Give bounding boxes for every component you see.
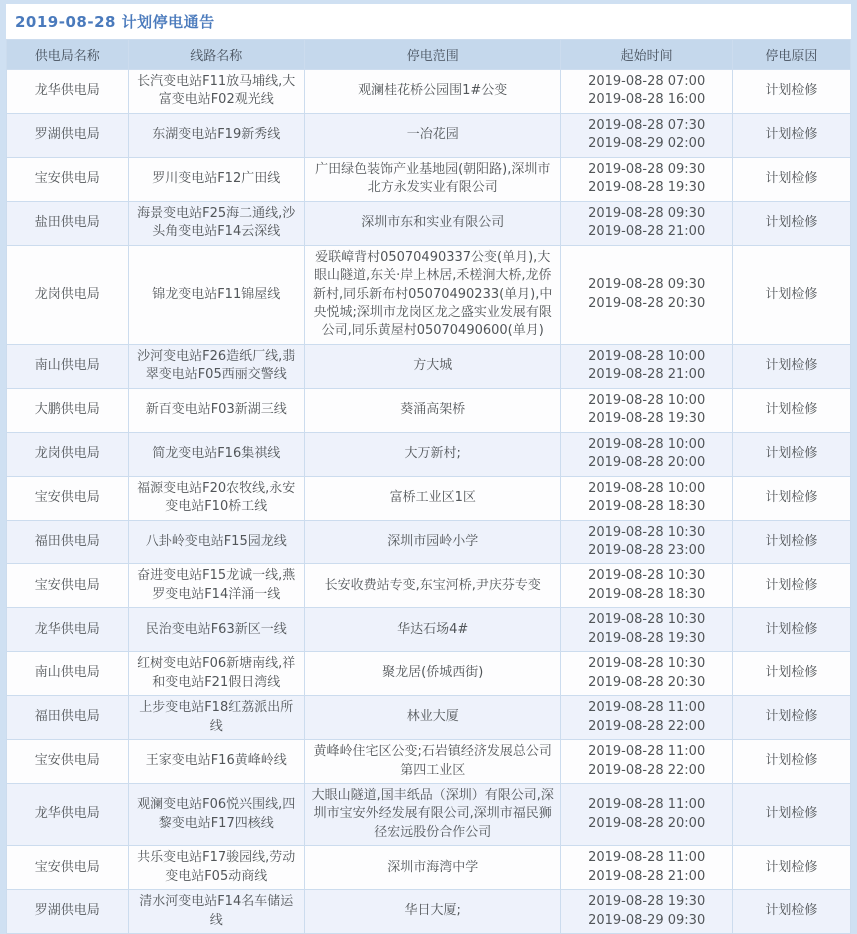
line-cell: 上步变电站F18红荔派出所线 [128, 696, 304, 740]
time-cell [561, 890, 732, 934]
time-line: 2019-08-28 11:00 [588, 797, 706, 813]
line-cell: 奋进变电站F15龙诚一线,燕罗变电站F14洋涌一线 [128, 564, 304, 608]
time-cell [561, 388, 732, 432]
scope-cell: 葵涌高架桥 [304, 388, 561, 432]
scope-cell: 华日大厦; [304, 890, 561, 934]
time-line: 2019-08-29 02:00 [588, 136, 706, 152]
time-cell [561, 564, 732, 608]
table-body [7, 70, 851, 934]
time-cell [561, 783, 732, 845]
time-cell [561, 520, 732, 564]
line-cell: 红树变电站F06新塘南线,祥和变电站F21假日湾线 [128, 652, 304, 696]
reason-cell: 计划检修 [732, 476, 850, 520]
time-cell [561, 740, 732, 784]
bureau-cell: 南山供电局 [7, 344, 129, 388]
time-line: 2019-08-28 20:30 [588, 295, 706, 311]
reason-cell: 计划检修 [732, 696, 850, 740]
time-line: 2019-08-28 10:00 [588, 348, 706, 364]
title-bar [6, 4, 851, 39]
bureau-cell: 宝安供电局 [7, 846, 129, 890]
time-line: 2019-08-28 09:30 [588, 205, 706, 221]
time-line: 2019-08-28 18:30 [588, 499, 706, 515]
time-line: 2019-08-28 21:00 [588, 224, 706, 240]
time-line: 2019-08-28 19:30 [588, 180, 706, 196]
time-line: 2019-08-28 10:00 [588, 436, 706, 452]
line-cell: 清水河变电站F14名车储运线 [128, 890, 304, 934]
time-cell [561, 846, 732, 890]
header-row [7, 40, 851, 70]
reason-cell: 计划检修 [732, 890, 850, 934]
reason-cell: 计划检修 [732, 70, 850, 114]
line-cell: 沙河变电站F26造纸厂线,翡翠变电站F05西丽交警线 [128, 344, 304, 388]
table-row [7, 388, 851, 432]
scope-cell: 长安收费站专变,东宝河桥,尹庆芬专变 [304, 564, 561, 608]
line-cell: 观澜变电站F06悦兴围线,四黎变电站F17四核线 [128, 783, 304, 845]
table-row [7, 157, 851, 201]
bureau-cell: 大鹏供电局 [7, 388, 129, 432]
time-cell [561, 476, 732, 520]
line-cell: 王家变电站F16黄峰岭线 [128, 740, 304, 784]
reason-cell: 计划检修 [732, 432, 850, 476]
bureau-cell: 罗湖供电局 [7, 890, 129, 934]
time-line: 2019-08-28 20:00 [588, 455, 706, 471]
table-row [7, 70, 851, 114]
time-line: 2019-08-28 20:00 [588, 815, 706, 831]
header-time: 起始时间 [561, 40, 732, 70]
header-line: 线路名称 [128, 40, 304, 70]
bureau-cell: 宝安供电局 [7, 740, 129, 784]
bureau-cell: 龙华供电局 [7, 783, 129, 845]
reason-cell: 计划检修 [732, 608, 850, 652]
page-title: 2019-08-28 计划停电通告 [15, 13, 215, 31]
time-cell [561, 201, 732, 245]
time-cell [561, 344, 732, 388]
scope-cell: 大万新村; [304, 432, 561, 476]
time-line: 2019-08-28 11:00 [588, 700, 706, 716]
reason-cell: 计划检修 [732, 846, 850, 890]
bureau-cell: 宝安供电局 [7, 157, 129, 201]
bureau-cell: 宝安供电局 [7, 476, 129, 520]
time-cell [561, 70, 732, 114]
bureau-cell: 南山供电局 [7, 652, 129, 696]
time-cell [561, 608, 732, 652]
time-line: 2019-08-28 22:00 [588, 762, 706, 778]
table-row [7, 696, 851, 740]
table-row [7, 432, 851, 476]
time-line: 2019-08-28 10:30 [588, 656, 706, 672]
reason-cell: 计划检修 [732, 245, 850, 344]
reason-cell: 计划检修 [732, 157, 850, 201]
reason-cell: 计划检修 [732, 201, 850, 245]
bureau-cell: 宝安供电局 [7, 564, 129, 608]
bureau-cell: 龙华供电局 [7, 608, 129, 652]
line-cell: 海景变电站F25海二通线,沙头角变电站F14云深线 [128, 201, 304, 245]
reason-cell: 计划检修 [732, 652, 850, 696]
time-line: 2019-08-28 10:30 [588, 524, 706, 540]
reason-cell: 计划检修 [732, 740, 850, 784]
time-line: 2019-08-28 23:00 [588, 542, 706, 558]
time-line: 2019-08-28 10:30 [588, 612, 706, 628]
reason-cell: 计划检修 [732, 520, 850, 564]
time-line: 2019-08-28 21:00 [588, 367, 706, 383]
time-cell [561, 432, 732, 476]
time-line: 2019-08-28 10:00 [588, 480, 706, 496]
table-row [7, 783, 851, 845]
time-line: 2019-08-28 21:00 [588, 868, 706, 884]
time-line: 2019-08-28 10:30 [588, 568, 706, 584]
time-cell [561, 157, 732, 201]
scope-cell: 富桥工业区1区 [304, 476, 561, 520]
table-row [7, 564, 851, 608]
table-row [7, 201, 851, 245]
line-cell: 共乐变电站F17骏园线,劳动变电站F05动商线 [128, 846, 304, 890]
scope-cell: 爱联嶂背村05070490337公变(单月),大眼山隧道,东关·岸上林居,禾槎涧大桥,龙侨新村,同乐新布村05070490233(单月),中央悦城;深圳市龙岗区龙之盛实业发展有限公司,同乐黄屋村05070490600(单月) [304, 245, 561, 344]
line-cell: 民治变电站F63新区一线 [128, 608, 304, 652]
table-row [7, 520, 851, 564]
table-row [7, 608, 851, 652]
reason-cell: 计划检修 [732, 113, 850, 157]
line-cell: 新百变电站F03新湖三线 [128, 388, 304, 432]
scope-cell: 一冶花园 [304, 113, 561, 157]
scope-cell: 方大城 [304, 344, 561, 388]
time-line: 2019-08-28 07:00 [588, 74, 706, 89]
reason-cell: 计划检修 [732, 388, 850, 432]
time-cell [561, 696, 732, 740]
table-row [7, 890, 851, 934]
time-cell [561, 113, 732, 157]
line-cell: 罗川变电站F12广田线 [128, 157, 304, 201]
time-line: 2019-08-28 09:30 [588, 161, 706, 177]
scope-cell: 黄峰岭住宅区公变;石岩镇经济发展总公司第四工业区 [304, 740, 561, 784]
time-line: 2019-08-28 11:00 [588, 744, 706, 760]
table-row [7, 245, 851, 344]
scope-cell: 广田绿色装饰产业基地园(朝阳路),深圳市北方永发实业有限公司 [304, 157, 561, 201]
scope-cell: 深圳市东和实业有限公司 [304, 201, 561, 245]
header-scope: 停电范围 [304, 40, 561, 70]
table-row [7, 652, 851, 696]
line-cell: 福源变电站F20农牧线,永安变电站F10桥工线 [128, 476, 304, 520]
time-line: 2019-08-28 11:00 [588, 850, 706, 866]
line-cell: 长汽变电站F11放马埔线,大富变电站F02观光线 [128, 70, 304, 114]
bureau-cell: 罗湖供电局 [7, 113, 129, 157]
time-line: 2019-08-28 20:30 [588, 674, 706, 690]
time-line: 2019-08-28 09:30 [588, 277, 706, 293]
line-cell: 简龙变电站F16集祺线 [128, 432, 304, 476]
line-cell: 东湖变电站F19新秀线 [128, 113, 304, 157]
bureau-cell: 龙岗供电局 [7, 245, 129, 344]
line-cell: 八卦岭变电站F15园龙线 [128, 520, 304, 564]
time-line: 2019-08-28 19:30 [588, 894, 706, 910]
bureau-cell: 福田供电局 [7, 520, 129, 564]
time-line: 2019-08-28 19:30 [588, 630, 706, 646]
time-line: 2019-08-28 16:00 [588, 92, 706, 108]
outage-table [6, 39, 851, 934]
header-bureau: 供电局名称 [7, 40, 129, 70]
time-line: 2019-08-29 09:30 [588, 912, 706, 928]
scope-cell: 深圳市海湾中学 [304, 846, 561, 890]
bureau-cell: 盐田供电局 [7, 201, 129, 245]
header-reason: 停电原因 [732, 40, 850, 70]
time-line: 2019-08-28 07:30 [588, 117, 706, 133]
reason-cell: 计划检修 [732, 783, 850, 845]
time-line: 2019-08-28 10:00 [588, 392, 706, 408]
bureau-cell: 龙岗供电局 [7, 432, 129, 476]
table-row [7, 846, 851, 890]
time-cell [561, 245, 732, 344]
scope-cell: 林业大厦 [304, 696, 561, 740]
reason-cell: 计划检修 [732, 564, 850, 608]
table-row [7, 344, 851, 388]
reason-cell: 计划检修 [732, 344, 850, 388]
time-line: 2019-08-28 19:30 [588, 411, 706, 427]
time-line: 2019-08-28 22:00 [588, 718, 706, 734]
table-row [7, 740, 851, 784]
scope-cell: 观澜桂花桥公园围1#公变 [304, 70, 561, 114]
time-line: 2019-08-28 18:30 [588, 586, 706, 602]
time-cell [561, 652, 732, 696]
table-header [7, 40, 851, 70]
scope-cell: 聚龙居(侨城西街) [304, 652, 561, 696]
bureau-cell: 福田供电局 [7, 696, 129, 740]
scope-cell: 深圳市园岭小学 [304, 520, 561, 564]
table-row [7, 476, 851, 520]
table-row [7, 113, 851, 157]
scope-cell: 华达石场4# [304, 608, 561, 652]
line-cell: 锦龙变电站F11锦屋线 [128, 245, 304, 344]
bureau-cell: 龙华供电局 [7, 70, 129, 114]
scope-cell: 大眼山隧道,国丰纸品（深圳）有限公司,深圳市宝安外经发展有限公司,深圳市福民狮径宏远股份合作公司 [304, 783, 561, 845]
